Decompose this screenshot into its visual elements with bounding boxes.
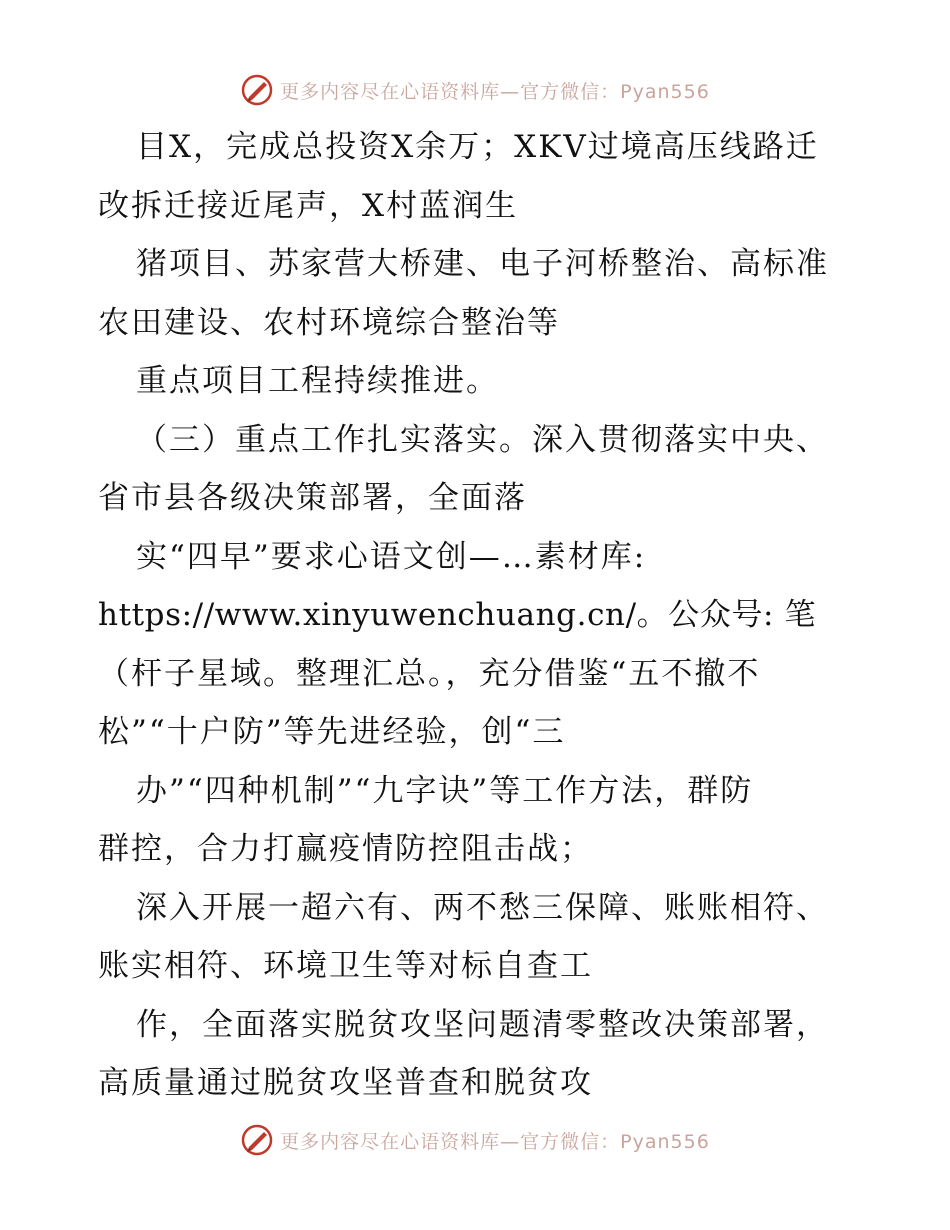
body-line: 办”“四种机制”“九字诀”等工作方法，群防 xyxy=(136,772,754,809)
body-line: 省市县各级决策部署，全面落 xyxy=(98,480,527,516)
document-body xyxy=(98,118,858,1113)
body-line: 实“四早”要求心语文创—…素材库: xyxy=(136,538,647,575)
pen-logo-icon xyxy=(240,73,274,107)
body-line: 群控，合力打赢疫情防控阻击战； xyxy=(98,831,593,867)
body-line: 账实相符、环境卫生等对标自查工 xyxy=(98,948,593,984)
footer-watermark xyxy=(0,1120,950,1160)
watermark-text: 更多内容尽在心语资料库—官方微信：Pyan556 xyxy=(280,1130,710,1153)
body-line: 深入开展一超六有、两不愁三保障、账账相符、 xyxy=(136,889,829,926)
body-line: 目X，完成总投资X余万；XKV过境高压线路迁 xyxy=(136,129,819,165)
pen-logo-icon xyxy=(240,1123,274,1157)
body-line: （杆子星域。整理汇总。，充分借鉴“五不撤不 xyxy=(98,655,761,692)
body-line: （三）重点工作扎实落实。深入贯彻落实中央、 xyxy=(136,421,829,458)
body-line: 重点项目工程持续推进。 xyxy=(136,363,499,399)
body-line-url: https://www.xinyuwenchuang.cn/。公众号: 笔 xyxy=(98,597,817,633)
header-watermark xyxy=(0,70,950,110)
body-line: 高质量通过脱贫攻坚普查和脱贫攻 xyxy=(98,1065,593,1101)
body-line: 农田建设、农村环境综合整治等 xyxy=(98,304,560,341)
body-line: 改拆迁接近尾声，X村蓝润生 xyxy=(98,187,519,224)
body-line: 作，全面落实脱贫攻坚问题清零整改决策部署， xyxy=(136,1006,829,1043)
body-line: 猪项目、苏家营大桥建、电子河桥整治、高标准 xyxy=(136,246,829,282)
watermark-text: 更多内容尽在心语资料库—官方微信：Pyan556 xyxy=(280,80,710,103)
body-line: 松”“十户防”等先进经验，创“三 xyxy=(98,714,566,750)
